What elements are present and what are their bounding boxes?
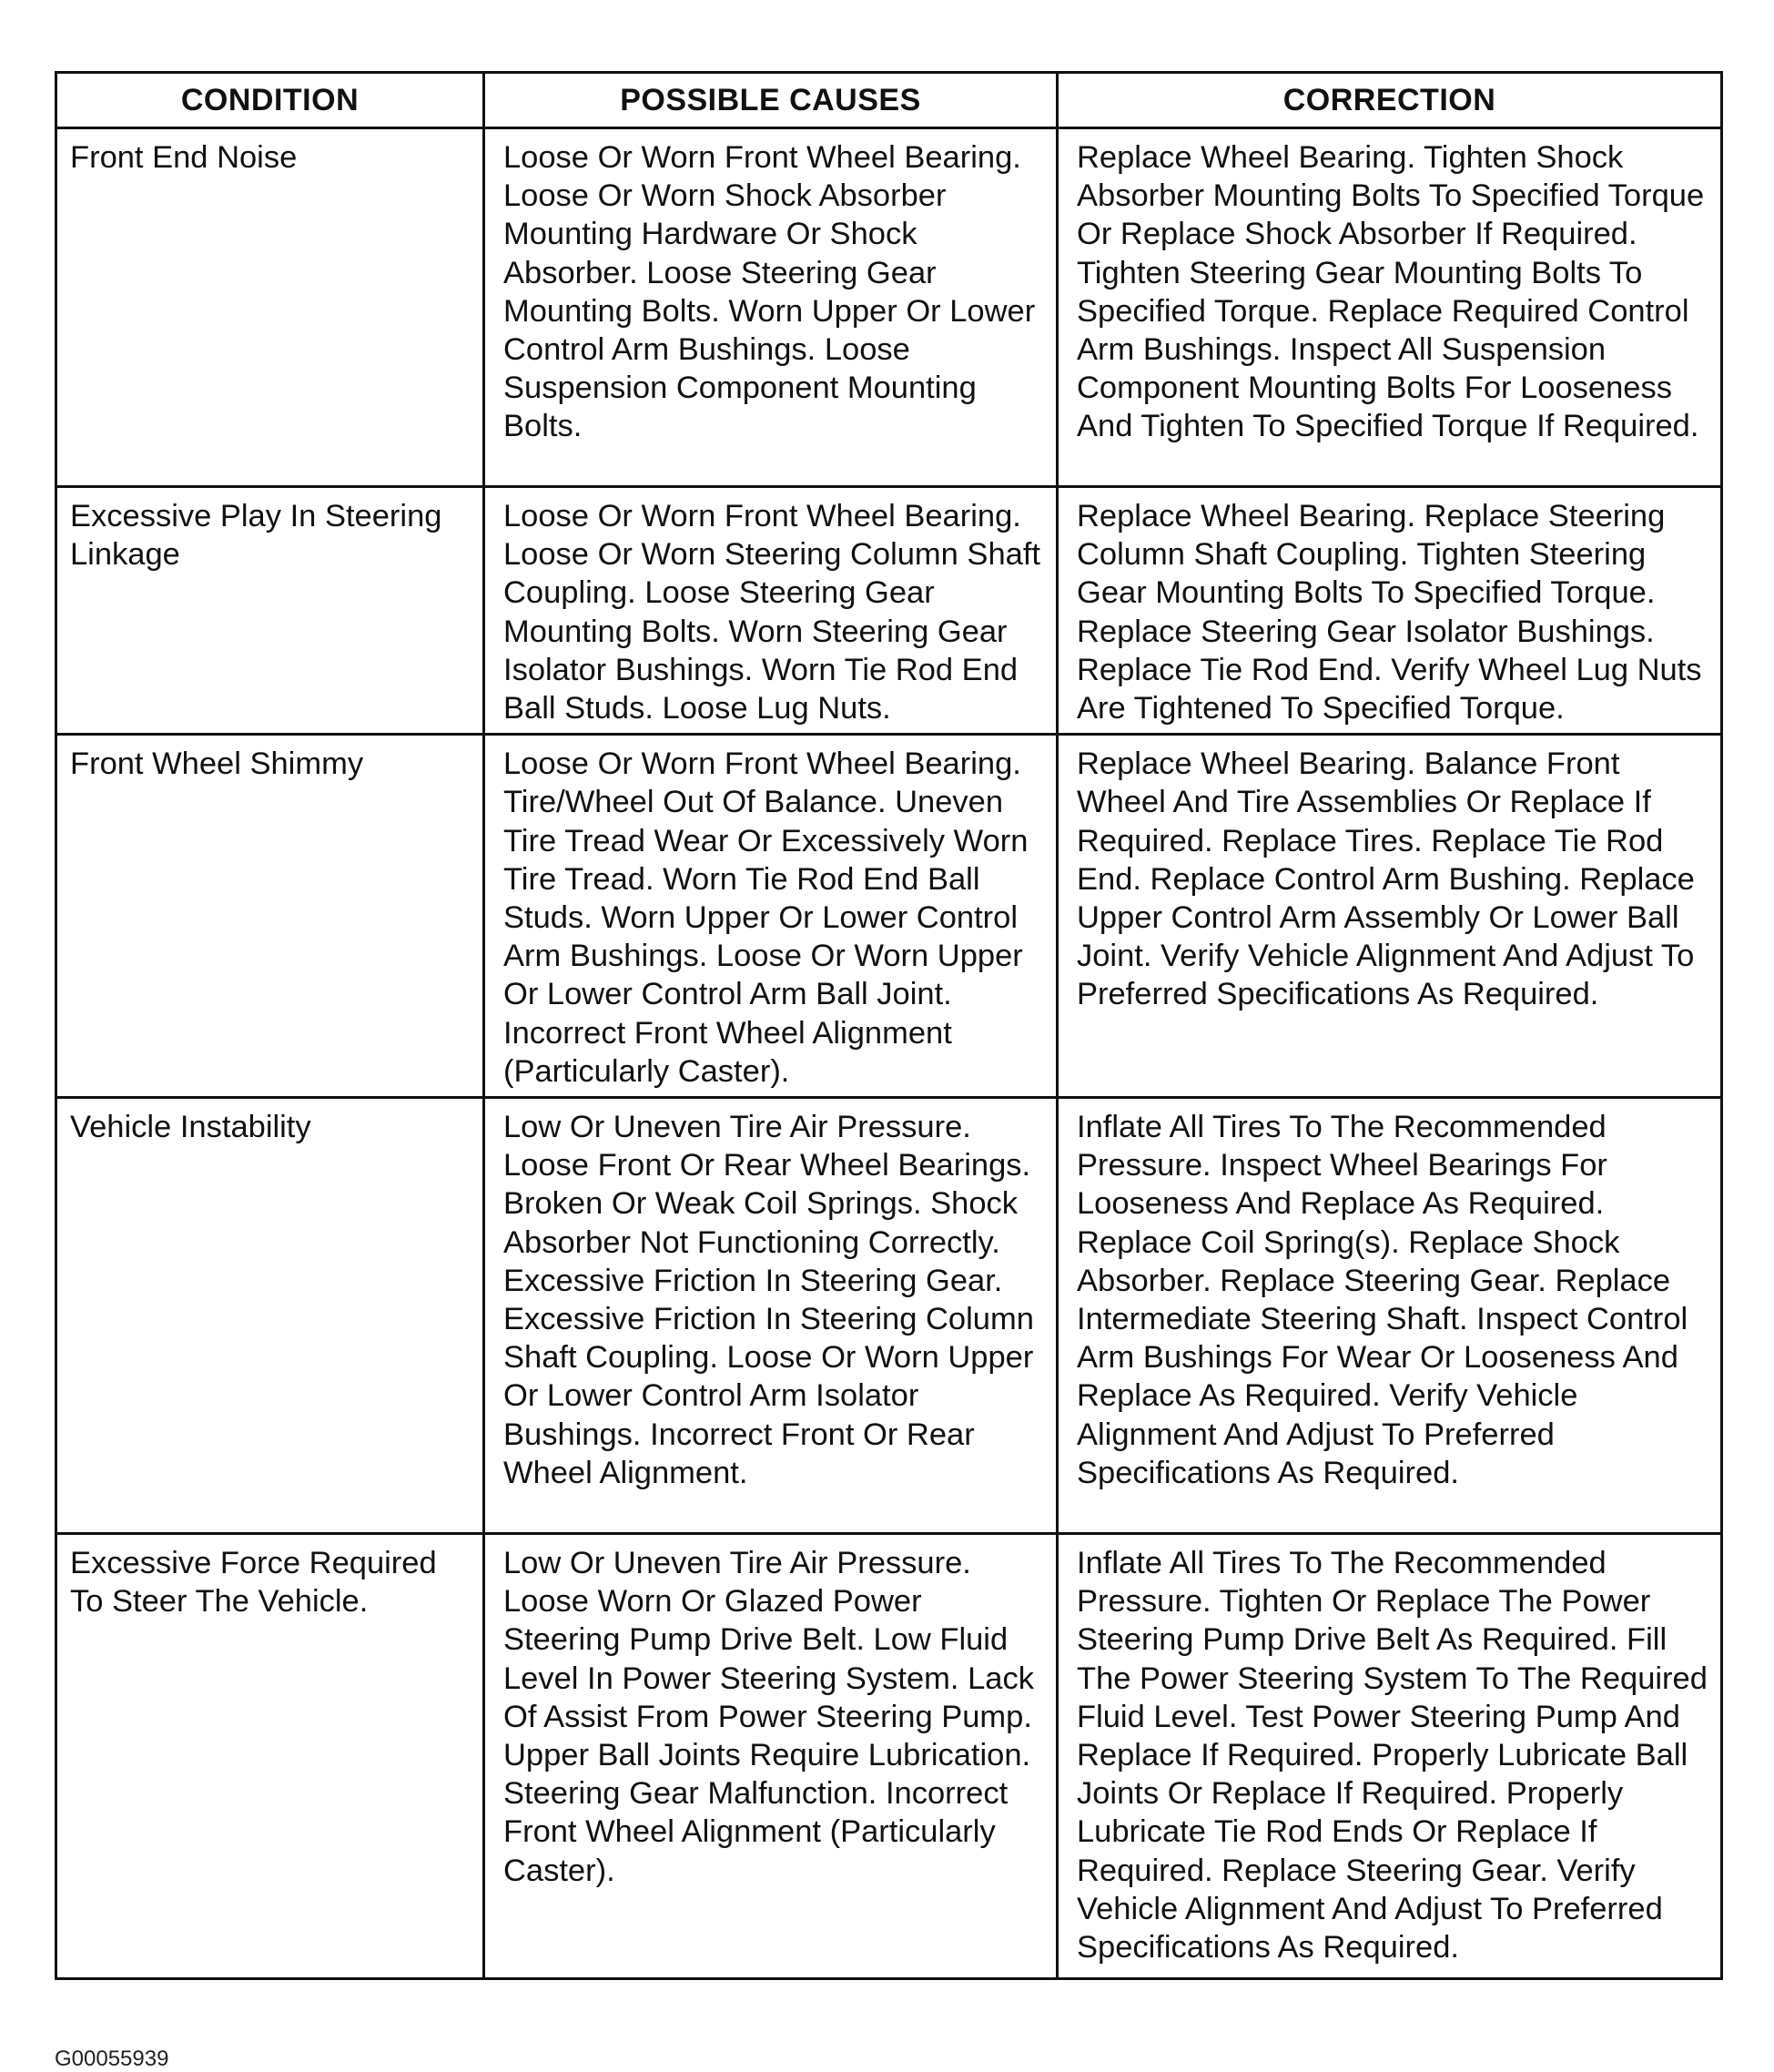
diagnosis-table (55, 71, 1723, 1980)
correction-cell: Inflate All Tires To The Recommended Pressure. Inspect Wheel Bearings For Looseness And Replace As Required. Replace Coil Spring(s). Replace Shock Absorber. Replace Steering Gear. Replace Intermediate Steering Shaft. Inspect Control Arm Bushings For Wear Or Looseness And Replace As Required. Verify Vehicle Alignment And Adjust To Preferred Specifications As Required. (1058, 1098, 1722, 1534)
document-sheet (55, 71, 1720, 2071)
correction-cell: Replace Wheel Bearing. Replace Steering Column Shaft Coupling. Tighten Steering Gear Mounting Bolts To Specified Torque. Replace Steering Gear Isolator Bushings. Replace Tie Rod End. Verify Wheel Lug Nuts Are Tightened To Specified Torque. (1058, 487, 1722, 735)
table-row (56, 1534, 1722, 1979)
table-body (56, 128, 1722, 1979)
header-possible-causes: POSSIBLE CAUSES (484, 73, 1058, 128)
causes-cell: Loose Or Worn Front Wheel Bearing. Loose Or Worn Shock Absorber Mounting Hardware Or Shock Absorber. Loose Steering Gear Mounting Bolts. Worn Upper Or Lower Control Arm Bushings. Loose Suspension Component Mounting Bolts. (484, 128, 1058, 487)
table-row (56, 128, 1722, 487)
condition-cell: Front Wheel Shimmy (56, 735, 484, 1098)
causes-cell: Low Or Uneven Tire Air Pressure. Loose Worn Or Glazed Power Steering Pump Drive Belt. Low Fluid Level In Power Steering System. Lack Of Assist From Power Steering Pump. Upper Ball Joints Require Lubrication. Steering Gear Malfunction. Incorrect Front Wheel Alignment (Particularly Caster). (484, 1534, 1058, 1979)
header-correction: CORRECTION (1058, 73, 1722, 128)
figure-code: G00055939 (55, 2047, 169, 2071)
header-condition: CONDITION (56, 73, 484, 128)
correction-cell: Replace Wheel Bearing. Balance Front Wheel And Tire Assemblies Or Replace If Required. Replace Tires. Replace Tie Rod End. Replace Control Arm Bushing. Replace Upper Control Arm Assembly Or Lower Ball Joint. Verify Vehicle Alignment And Adjust To Preferred Specifications As Required. (1058, 735, 1722, 1098)
condition-cell: Excessive Force Required To Steer The Vehicle. (56, 1534, 484, 1979)
header-row (56, 73, 1722, 128)
correction-cell: Replace Wheel Bearing. Tighten Shock Absorber Mounting Bolts To Specified Torque Or Replace Shock Absorber If Required. Tighten Steering Gear Mounting Bolts To Specified Torque. Replace Required Control Arm Bushings. Inspect All Suspension Component Mounting Bolts For Looseness And Tighten To Specified Torque If Required. (1058, 128, 1722, 487)
causes-cell: Loose Or Worn Front Wheel Bearing. Tire/Wheel Out Of Balance. Uneven Tire Tread Wear Or Excessively Worn Tire Tread. Worn Tie Rod End Ball Studs. Worn Upper Or Lower Control Arm Bushings. Loose Or Worn Upper Or Lower Control Arm Ball Joint. Incorrect Front Wheel Alignment (Particularly Caster). (484, 735, 1058, 1098)
table-row (56, 487, 1722, 735)
table-row (56, 735, 1722, 1098)
causes-cell: Low Or Uneven Tire Air Pressure. Loose Front Or Rear Wheel Bearings. Broken Or Weak Coil Springs. Shock Absorber Not Functioning Correctly. Excessive Friction In Steering Gear. Excessive Friction In Steering Column Shaft Coupling. Loose Or Worn Upper Or Lower Control Arm Isolator Bushings. Incorrect Front Or Rear Wheel Alignment. (484, 1098, 1058, 1534)
correction-cell: Inflate All Tires To The Recommended Pressure. Tighten Or Replace The Power Steering Pump Drive Belt As Required. Fill The Power Steering System To The Required Fluid Level. Test Power Steering Pump And Replace If Required. Properly Lubricate Ball Joints Or Replace If Required. Properly Lubricate Tie Rod Ends Or Replace If Required. Replace Steering Gear. Verify Vehicle Alignment And Adjust To Preferred Specifications As Required. (1058, 1534, 1722, 1979)
table-row (56, 1098, 1722, 1534)
condition-cell: Vehicle Instability (56, 1098, 484, 1534)
condition-cell: Front End Noise (56, 128, 484, 487)
condition-cell: Excessive Play In Steering Linkage (56, 487, 484, 735)
causes-cell: Loose Or Worn Front Wheel Bearing. Loose Or Worn Steering Column Shaft Coupling. Loose Steering Gear Mounting Bolts. Worn Steering Gear Isolator Bushings. Worn Tie Rod End Ball Studs. Loose Lug Nuts. (484, 487, 1058, 735)
table-header (56, 73, 1722, 128)
